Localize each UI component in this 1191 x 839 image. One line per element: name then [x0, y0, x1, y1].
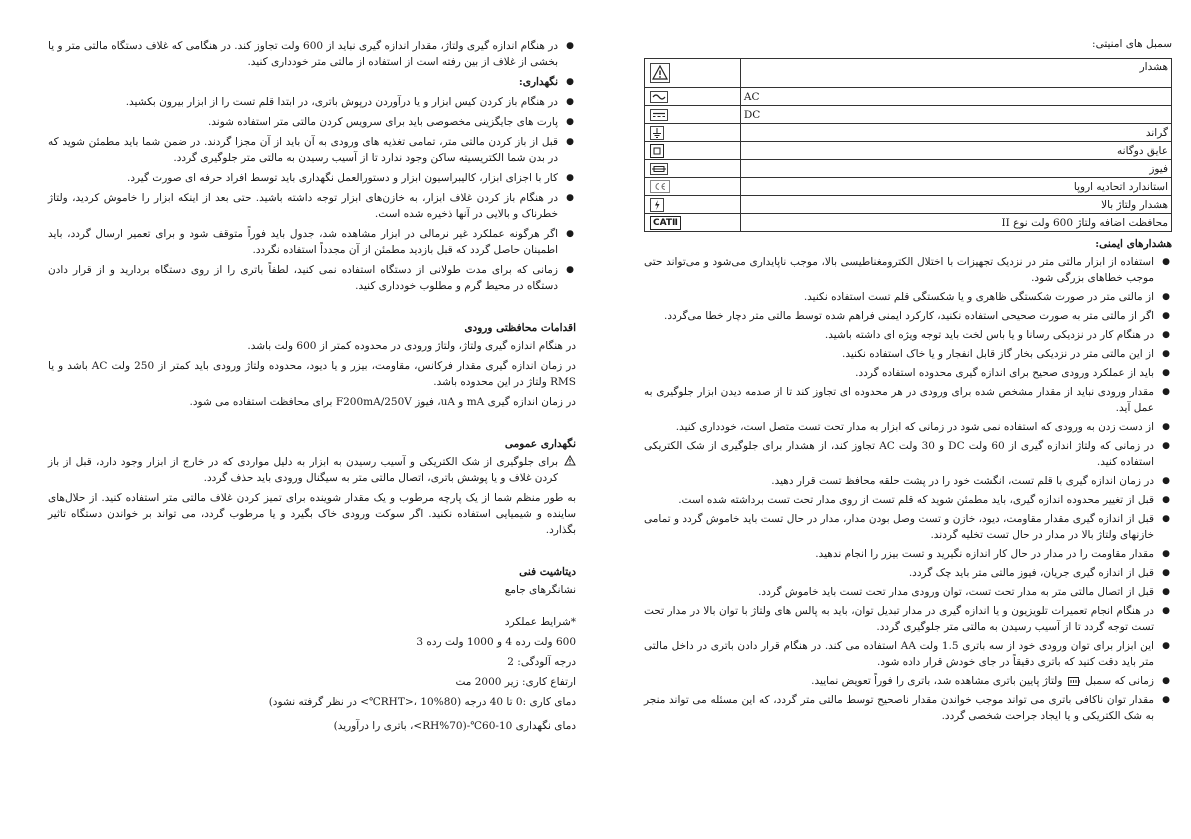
list-item: ● در زمانی که ولتاژ اندازه گیری از 60 ولت DC و 30 ولت AC تجاوز کند، از هشدار برای جلوگیری از شک الکتریکی استفاده کنید.: [644, 438, 1172, 470]
general-care-section: [48, 436, 576, 538]
symbol-name: DC: [740, 106, 1171, 124]
list-item: ● قبل از اتصال مالتی متر به مدار تحت تست، توان ورودی مدار تحت تست باید خاموش گردد.: [644, 584, 1172, 600]
input-protection-section: [48, 320, 576, 410]
datasheet-subheading: نشانگرهای جامع: [504, 584, 576, 596]
list-item: ● اگر از مالتی متر به صورت صحیحی استفاده نکنید، کارکرد ایمنی فراهم شده توسط مالتی متر دچار خطا می‌گردد.: [644, 308, 1172, 324]
list-item: ● قبل از اندازه گیری جریان، فیوز مالتی متر باید چک گردد.: [644, 565, 1172, 581]
list-item: ● در هنگام باز کردن کیس ابزار و یا درآوردن درپوش باتری، در ابتدا قلم تست را از ابزار بیرون بکشید.: [48, 94, 576, 110]
datasheet-section: [48, 564, 576, 734]
battery-item-after: ولتاژ پایین باتری مشاهده شد، باتری را فوراً تعویض نمایید.: [811, 675, 1063, 687]
safety-warnings-heading: هشدارهای ایمنی:: [1095, 238, 1172, 250]
list-item: ● مقدار مقاومت را در مدار در حال کار اندازه نگیرید و تست بیزر را انجام ندهید.: [644, 546, 1172, 562]
condition-line: ارتفاع کاری: زیر 2000 مت: [455, 676, 576, 688]
symbol-name: عایق دوگانه: [740, 142, 1171, 160]
list-item: ● از دست زدن به ورودی که استفاده نمی شود در زمانی که ابزار به مدار تحت تست متصل است، خودداری کنید.: [644, 419, 1172, 435]
high-voltage-icon: [650, 198, 664, 212]
list-item: ● استفاده از ابزار مالتی متر در نزدیک تجهیزات با اختلال الکترومغناطیسی بالا، موجب ناپایداری می‌شود و می‌تواند حتی موجب خطاهای بزرگی شود.: [644, 254, 1172, 286]
double-insulation-icon: [650, 144, 664, 158]
condition-line: دمای کاری :0 تا 40 درجه (80%RHT>، 10℃> در نظر گرفته نشود): [268, 696, 576, 708]
care-heading: ● نگهداری:: [48, 74, 576, 90]
symbol-name: هشدار ولتاژ بالا: [740, 196, 1171, 214]
list-item: ● در زمان اندازه گیری با قلم تست، انگشت خود را در پشت حلقه محافظ تست قرار دهید.: [644, 473, 1172, 489]
warning-triangle-icon: [650, 63, 670, 83]
input-protection-line: در هنگام اندازه گیری ولتاژ، ولتاژ ورودی در محدوده کمتر از 600 ولت باشد.: [247, 340, 576, 352]
condition-line: دمای نگهداری 10-60℃-(70%RH>، باتری را درآورید): [333, 720, 576, 732]
cat-ii-icon: CATⅡ: [650, 216, 681, 230]
symbol-row: [645, 106, 1172, 124]
list-item: [644, 673, 1172, 689]
ac-wave-icon: [650, 91, 668, 103]
list-item: ● از مالتی متر در صورت شکستگی ظاهری و یا شکستگی قلم تست استفاده نکنید.: [644, 289, 1172, 305]
warning-triangle-icon: [564, 455, 576, 466]
safety-symbols-table: [644, 58, 1172, 232]
list-item: ● قبل از باز کردن مالتی متر، تمامی تغذیه های ورودی به آن باید از آن مجزا گردند. در ضمن شما باید مطمئن شوید که در بدن شما الکتریسیته ساکن وجود ندارد تا از آسیب رسیدن به مالتی متر جلوگیری گردد.: [48, 134, 576, 166]
care-list: [48, 74, 576, 294]
symbol-row: [645, 160, 1172, 178]
list-item: ● اگر هرگونه عملکرد غیر نرمالی در ابزار مشاهده شد، جدول باید فوراً متوقف شود و برای تعمیر ارسال گردد، باید اطمینان حاصل گردد که قبل بازدید مطمئن از آن مجدداً استفاده نگردد.: [48, 226, 576, 258]
symbol-row: [645, 59, 1172, 88]
symbol-name: محافظت اضافه ولتاژ 600 ولت نوع II: [740, 214, 1171, 232]
symbol-row: [645, 178, 1172, 196]
list-item: ● در هنگام انجام تعمیرات تلویزیون و یا اندازه گیری در مدار تبدیل توان، باید به پالس های ولتاژ با توان بالا در مدار تحت تست توجه گردد تا از آسیب رسیدن به مالتی متر جلوگیری گردد.: [644, 603, 1172, 635]
ground-icon: [650, 126, 664, 140]
input-protection-heading: اقدامات محافظتی ورودی: [464, 322, 576, 334]
list-item: ● کار با اجزای ابزار، کالیبراسیون ابزار و دستورالعمل نگهداری باید توسط افراد حرفه ای صورت گیرد.: [48, 170, 576, 186]
symbols-caption: سمبل های امنیتی:: [1092, 38, 1172, 50]
general-care-warning: [48, 454, 576, 486]
symbol-name: هشدار: [740, 59, 1171, 88]
symbol-row: [645, 142, 1172, 160]
list-item: ● زمانی که برای مدت طولانی از دستگاه استفاده نمی کنید، لطفاً باتری را از روی دستگاه بردارید و از قرار دادن دستگاه در محیط گرم و مطلوب خودداری کنید.: [48, 262, 576, 294]
list-item: ● باید از عملکرد ورودی صحیح برای اندازه گیری محدوده استفاده گردد.: [644, 365, 1172, 381]
list-item: ● در هنگام کار در نزدیکی رسانا و یا باس لخت باید توجه ویژه ای داشته باشید.: [644, 327, 1172, 343]
fuse-icon: [650, 163, 668, 175]
list-item: ● از این مالتی متر در نزدیکی بخار گاز قابل انفجار و یا خاک استفاده نکنید.: [644, 346, 1172, 362]
datasheet-heading: دیتاشیت فنی: [519, 566, 576, 578]
ce-mark-icon: [650, 180, 670, 193]
input-protection-line: در زمان اندازه گیری مقدار فرکانس، مقاومت، بیزر و یا دیود، محدوده ولتاژ ورودی باید کمتر از 250 ولت AC باشد و یا RMS ولتاژ در این محدوده باشد.: [48, 360, 576, 388]
operating-conditions-title: *شرایط عملکرد: [504, 616, 576, 628]
safety-warnings-list: [644, 254, 1172, 724]
condition-line: درجه آلودگی: 2: [507, 656, 576, 668]
left-column: [48, 38, 576, 738]
general-care-warning-text: برای جلوگیری از شک الکتریکی و آسیب رسیدن به ابزار به دلیل مواردی که در خارج از ابزار وجود دارد، قبل از باز کردن غلاف و یا پوشش باتری، اتصال مالتی متر به سیگنال ورودی باید حذف گردد.: [48, 456, 558, 484]
voltage-warning-list: [48, 38, 576, 70]
symbol-row: [645, 124, 1172, 142]
list-item: ● مقدار ورودی نباید از مقدار مشخص شده برای ورودی در هر محدوده ای تجاوز کند تا از صدمه دیدن ابزار جلوگیری به عمل آید.: [644, 384, 1172, 416]
list-item: ● پارت های جایگزینی مخصوصی باید برای سرویس کردن مالتی متر استفاده شوند.: [48, 114, 576, 130]
list-item: ● مقدار توان ناکافی باتری می تواند موجب خواندن مقدار ناصحیح توسط مالتی متر گردد، که این مسئله می تواند منجر به شک الکتریکی و یا ایجاد جراحت شخصی گردد.: [644, 692, 1172, 724]
list-item: ● قبل از تغییر محدوده اندازه گیری، باید مطمئن شوید که قلم تست از روی مدار تحت تست برداشته شده است.: [644, 492, 1172, 508]
dc-line-icon: [650, 109, 668, 121]
general-care-paragraph: به طور منظم شما از یک پارچه مرطوب و یک مقدار شوینده برای تمیز کردن غلاف مالتی متر استفاده کنید. از حلال‌های ساینده و شیمیایی استفاده نکنید. اگر سوکت ورودی خاک بگیرد و یا مرطوب گردد، می تواند بر خواندن دستگاه تاثیر بگذارد.: [48, 492, 576, 536]
battery-item-before: زمانی که سمبل: [1085, 675, 1154, 687]
condition-line: 600 ولت رده 4 و 1000 ولت رده 3: [416, 636, 576, 648]
symbol-name: فیوز: [740, 160, 1171, 178]
symbol-row: [645, 196, 1172, 214]
general-care-heading: نگهداری عمومی: [504, 438, 576, 450]
low-battery-icon: [1068, 677, 1080, 686]
list-item: ● قبل از اندازه گیری مقدار مقاومت، دیود، خازن و تست وصل بودن مدار، مدار در حال تست باید خاموش گردد و تمامی خازنهای ولتاژ بالا در مدار در حال تست تخلیه گردند.: [644, 511, 1172, 543]
list-item: ● این ابزار برای توان ورودی خود از سه باتری 1.5 ولت AA استفاده می کند. در هنگام قرار دادن باتری در داخل مالتی متر باید دقت کنید که باتری دقیقاً در جای خودش قرار داده شود.: [644, 638, 1172, 670]
symbol-name: استاندارد اتحادیه اروپا: [740, 178, 1171, 196]
symbol-name: گراند: [740, 124, 1171, 142]
right-column: [644, 36, 1172, 727]
input-protection-line: در زمان اندازه گیری mA و uA، فیوز F200mA/250V برای محافظت استفاده می شود.: [189, 396, 576, 408]
list-item: ● در هنگام اندازه گیری ولتاژ، مقدار اندازه گیری نباید از 600 ولت تجاوز کند. در هنگامی که غلاف دستگاه مالتی متر و یا بخشی از غلاف از بین رفته است از استفاده از مالتی متر خودداری کنید.: [48, 38, 576, 70]
symbol-name: AC: [740, 88, 1171, 106]
symbol-row: [645, 88, 1172, 106]
symbol-row: [645, 214, 1172, 232]
list-item: ● در هنگام باز کردن غلاف ابزار، به خازن‌های ابزار توجه داشته باشید. حتی بعد از اینکه ابزار را خاموش کردید، ولتاژ خطرناک و بالایی در آنها ذخیره شده است.: [48, 190, 576, 222]
